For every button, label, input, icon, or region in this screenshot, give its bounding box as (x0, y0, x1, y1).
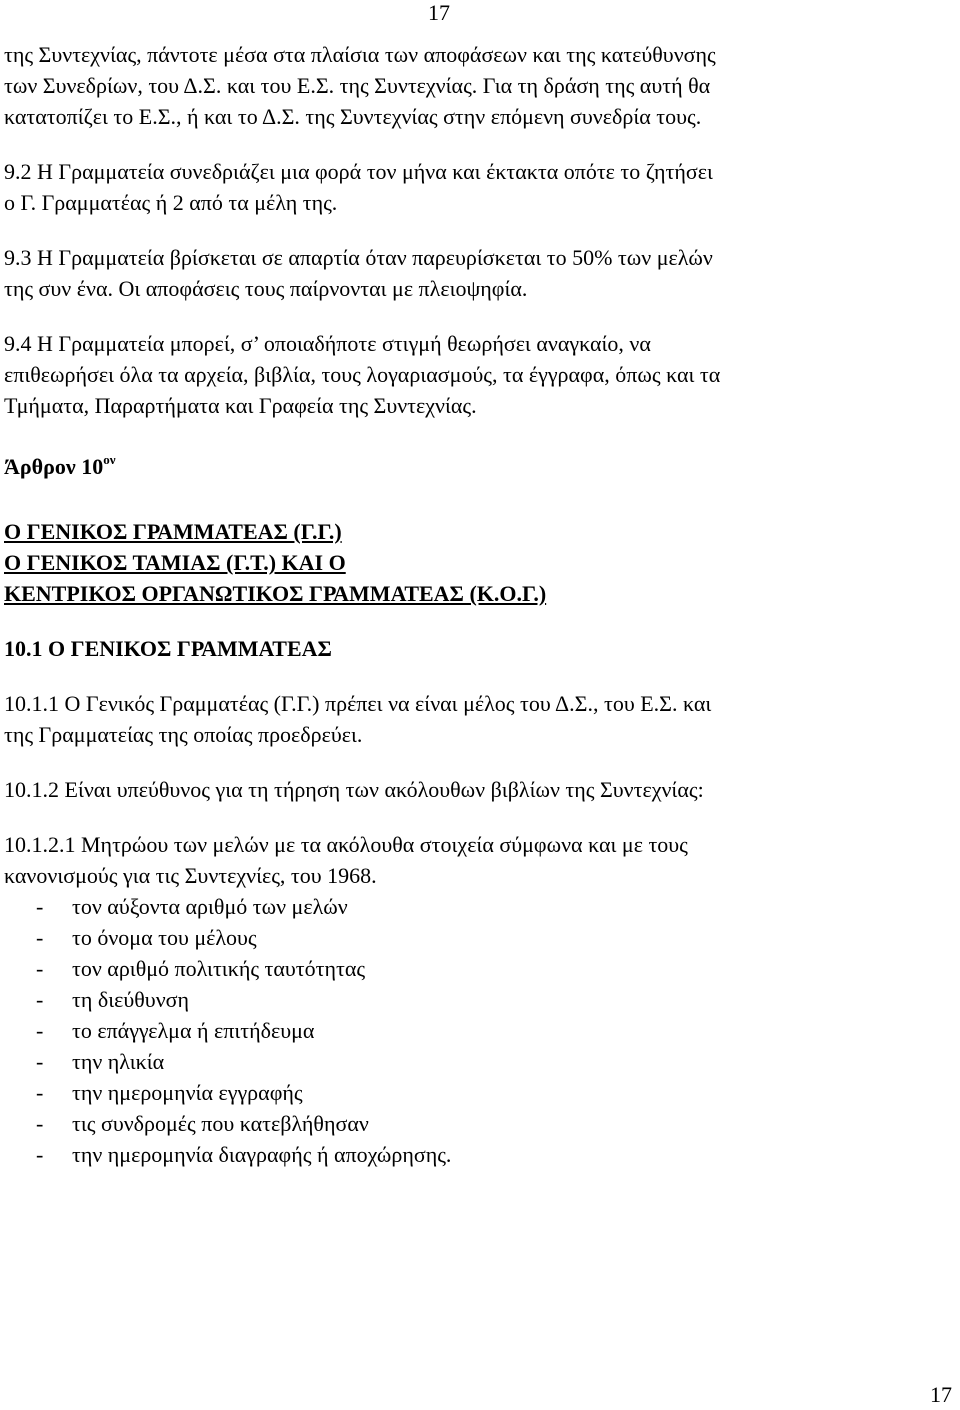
list-dash: - (36, 894, 44, 919)
section-heading-10-1: 10.1 Ο ΓΕΝΙΚΟΣ ΓΡΑΜΜΑΤΕΑΣ (4, 636, 332, 661)
text-line: κανονισμούς για τις Συντεχνίες, του 1968. (4, 863, 377, 888)
list-dash: - (36, 987, 44, 1012)
article-heading-superscript: ον (103, 451, 116, 467)
text-line: της Γραμματείας της οποίας προεδρεύει. (4, 722, 363, 747)
list-item (4, 1015, 954, 1046)
list-item-text: το επάγγελμα ή επιτήδευμα (72, 1018, 315, 1043)
text-line: κατατοπίζει το Ε.Σ., ή και το Δ.Σ. της Συντεχνίας στην επόμενη συνεδρία τους. (4, 104, 702, 129)
paragraph-9-3 (4, 242, 954, 304)
list-item-text: την ηλικία (72, 1049, 165, 1074)
text-line: 10.1.2.1 Μητρώου των μελών με τα ακόλουθα στοιχεία σύμφωνα και με τους (4, 832, 688, 857)
list-item (4, 1046, 954, 1077)
list-item (4, 1108, 954, 1139)
text-line: επιθεωρήσει όλα τα αρχεία, βιβλία, τους λογαριασμούς, τα έγγραφα, όπως και τα (4, 362, 721, 387)
list-item (4, 891, 954, 922)
list-item-text: το όνομα του μέλους (72, 925, 257, 950)
title-line: ΚΕΝΤΡΙΚΟΣ ΟΡΓΑΝΩΤΙΚΟΣ ΓΡΑΜΜΑΤΕΑΣ (Κ.Ο.Γ.) (4, 581, 547, 606)
text-line: 10.1.1 Ο Γενικός Γραμματέας (Γ.Γ.) πρέπει να είναι μέλος του Δ.Σ., του Ε.Σ. και (4, 691, 712, 716)
list-dash: - (36, 1080, 44, 1105)
list-item-text: την ημερομηνία εγγραφής (72, 1080, 303, 1105)
list-dash: - (36, 1018, 44, 1043)
list-dash: - (36, 925, 44, 950)
list-dash: - (36, 1111, 44, 1136)
list-item-text: τις συνδρομές που κατεβλήθησαν (72, 1111, 369, 1136)
list-dash: - (36, 1142, 44, 1167)
title-line: Ο ΓΕΝΙΚΟΣ ΤΑΜΙΑΣ (Γ.Τ.) ΚΑΙ Ο (4, 550, 346, 575)
list-item-text: την ημερομηνία διαγραφής ή αποχώρησης. (72, 1142, 452, 1167)
list-item (4, 953, 954, 984)
paragraph-10-1-2-1 (4, 829, 954, 891)
list-item (4, 984, 954, 1015)
list-item-text: τον αύξοντα αριθμό των μελών (72, 894, 348, 919)
list-dash: - (36, 1049, 44, 1074)
paragraph-9-4 (4, 328, 954, 421)
text-line: Τμήματα, Παραρτήματα και Γραφεία της Συντεχνίας. (4, 393, 477, 418)
article-heading-text: Άρθρον 10 (4, 454, 104, 479)
member-register-fields-list (4, 891, 954, 1170)
list-item-text: τη διεύθυνση (72, 987, 190, 1012)
chapter-title (4, 516, 954, 609)
text-line: των Συνεδρίων, του Δ.Σ. και του Ε.Σ. της Συντεχνίας. Για τη δράση της αυτή θα (4, 73, 711, 98)
paragraph-intro (4, 39, 954, 132)
list-item-text: τον αριθμό πολιτικής ταυτότητας (72, 956, 366, 981)
title-line: Ο ΓΕΝΙΚΟΣ ΓΡΑΜΜΑΤΕΑΣ (Γ.Γ.) (4, 519, 342, 544)
article-heading (4, 451, 954, 482)
paragraph-10-1-1 (4, 688, 954, 750)
text-line: της συν ένα. Οι αποφάσεις τους παίρνονται με πλειοψηφία. (4, 276, 528, 301)
list-item (4, 922, 954, 953)
text-line: 9.2 Η Γραμματεία συνεδριάζει μια φορά τον μήνα και έκτακτα οπότε το ζητήσει (4, 159, 713, 184)
paragraph-10-1-2: 10.1.2 Είναι υπεύθυνος για τη τήρηση των ακόλουθων βιβλίων της Συντεχνίας: (4, 777, 704, 802)
paragraph-9-2 (4, 156, 954, 218)
text-line: 9.4 Η Γραμματεία μπορεί, σ’ οποιαδήποτε στιγμή θεωρήσει αναγκαίο, να (4, 331, 651, 356)
text-line: 9.3 Η Γραμματεία βρίσκεται σε απαρτία όταν παρευρίσκεται το 50% των μελών (4, 245, 713, 270)
list-item (4, 1077, 954, 1108)
page-number-top: 17 (428, 0, 450, 25)
document-body (4, 39, 954, 1170)
list-dash: - (36, 956, 44, 981)
text-line: ο Γ. Γραμματέας ή 2 από τα μέλη της. (4, 190, 338, 215)
text-line: της Συντεχνίας, πάντοτε μέσα στα πλαίσια των αποφάσεων και της κατεύθυνσης (4, 42, 716, 67)
list-item (4, 1139, 954, 1170)
page-number-bottom: 17 (930, 1382, 952, 1407)
